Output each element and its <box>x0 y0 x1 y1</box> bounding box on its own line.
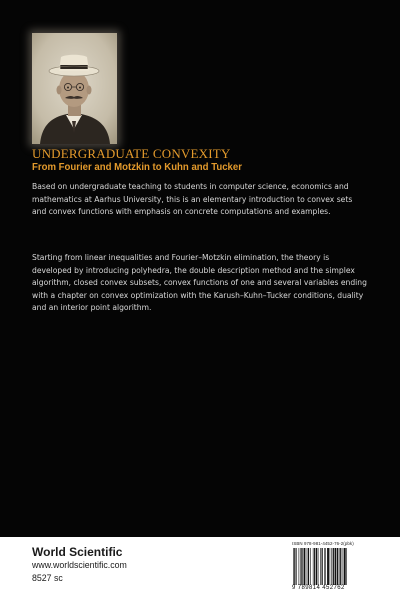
publisher-name: World Scientific <box>32 545 123 559</box>
barcode-bar <box>320 548 321 585</box>
barcode-bar <box>333 548 334 585</box>
isbn-text: ISBN 978-981-4452-76-2(pbk) <box>292 541 354 546</box>
barcode-digits: 9 789814 452762 <box>292 585 345 591</box>
barcode-bar <box>346 548 347 585</box>
barcode-bar <box>340 548 341 585</box>
barcode-bar <box>337 548 338 585</box>
barcode-bar <box>324 548 325 585</box>
barcode-bar <box>330 548 331 585</box>
blurb-paragraph: Based on undergraduate teaching to students in computer science, economics and mathematics at Aarhus University, this is an elementary introduction to convex sets and convex functions with emphasis on concrete computations and examples. <box>32 182 353 217</box>
barcode-bar <box>325 548 326 585</box>
barcode-bar <box>296 548 297 585</box>
barcode-bar <box>316 548 317 585</box>
publisher-footer <box>0 537 400 600</box>
barcode-bar <box>335 548 337 585</box>
barcode-bar <box>339 548 340 585</box>
barcode-bar <box>299 548 300 585</box>
isbn-barcode-block <box>292 541 372 596</box>
catalog-code: 8527 sc <box>32 573 63 583</box>
barcode-bar <box>304 548 306 585</box>
barcode-bar <box>308 548 309 585</box>
barcode-bar <box>293 548 294 585</box>
book-title: UNDERGRADUATE CONVEXITY <box>32 146 231 161</box>
barcode-bar <box>331 548 332 585</box>
barcode-bar <box>318 548 319 585</box>
barcode-bar <box>314 548 315 585</box>
barcode-bar <box>313 548 314 585</box>
barcode-bar <box>302 548 303 585</box>
barcode-icon <box>292 548 372 585</box>
barcode-bar <box>343 548 344 585</box>
barcode-bar <box>294 548 295 585</box>
barcode-bar <box>344 548 346 585</box>
barcode-bar <box>310 548 311 585</box>
barcode-bar <box>322 548 323 585</box>
blurb-paragraph: Starting from linear inequalities and Fourier–Motzkin elimination, the theory is developed by introducing polyhedra, the double description method and the simplex algorithm, closed convex subsets, convex functions of one and several variables ending with a chapter on convex optimization with the Karush–Kuhn–Tucker conditions, duality and an interior point algorithm. <box>32 253 367 313</box>
barcode-bar <box>307 548 308 585</box>
barcode-bar <box>327 548 329 585</box>
portrait-photo <box>32 33 117 144</box>
publisher-website: www.worldscientific.com <box>32 560 127 570</box>
book-subtitle: From Fourier and Motzkin to Kuhn and Tucker <box>32 162 242 173</box>
portrait-photo-icon <box>32 33 117 144</box>
barcode-bar <box>300 548 301 585</box>
